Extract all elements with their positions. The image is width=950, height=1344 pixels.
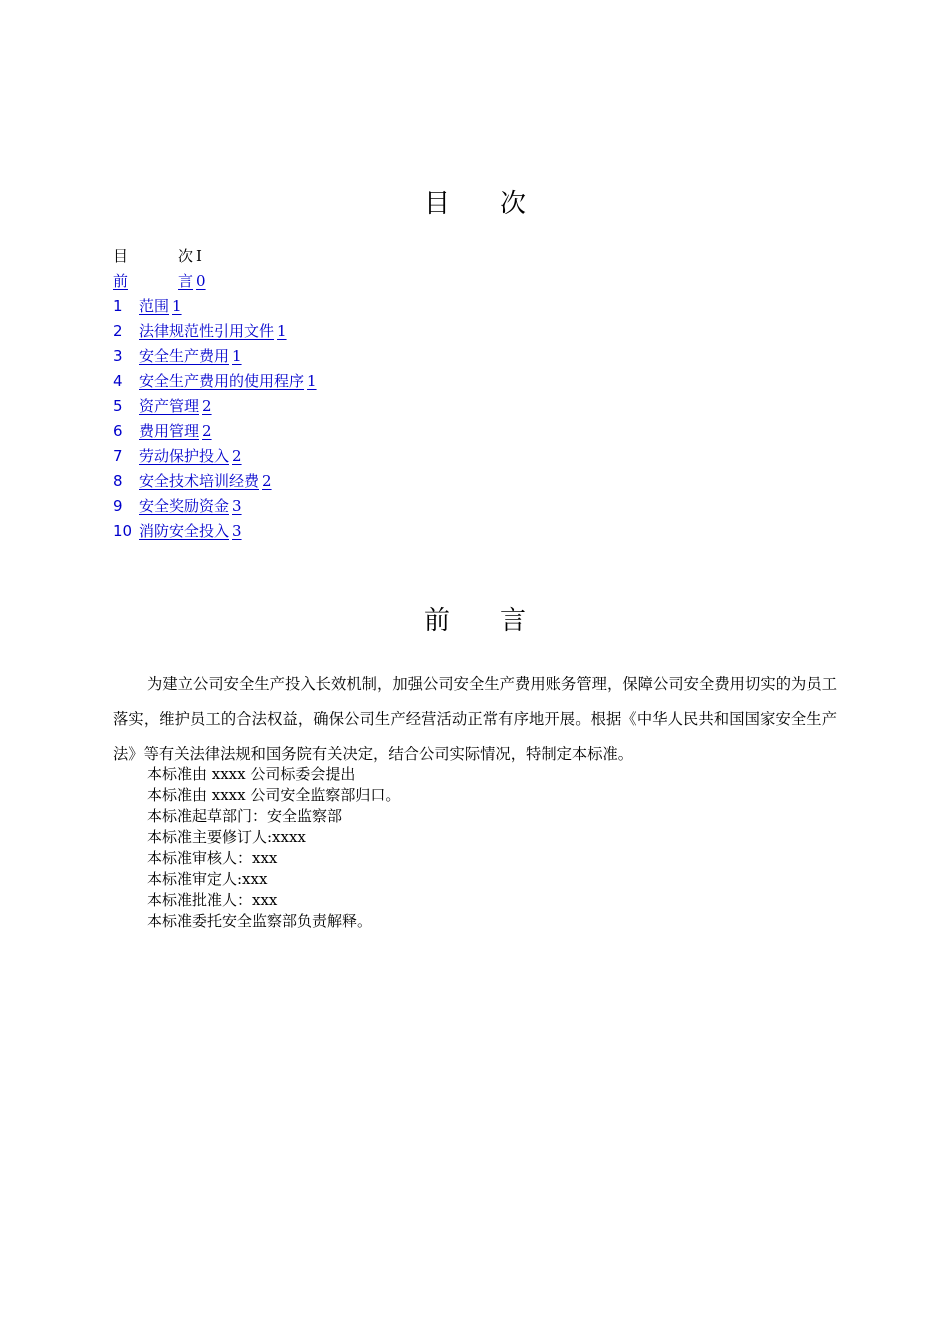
standard-info-approver-final: 本标准审定人:xxx [147, 870, 268, 888]
toc-item-number: 3 [113, 347, 123, 365]
toc-item-contents [113, 244, 317, 269]
toc-item-4[interactable] [113, 369, 317, 394]
toc-link-scope[interactable] [113, 297, 182, 315]
preface-heading [0, 600, 950, 637]
preface-heading-second: 言 [500, 606, 527, 636]
toc-item-6[interactable] [113, 419, 317, 444]
toc-link-expense-management[interactable] [113, 422, 212, 440]
toc-item-number: 9 [113, 497, 123, 515]
toc-item-label: 劳动保护投入 [139, 447, 230, 465]
toc-item-8[interactable] [113, 469, 317, 494]
toc-item-page: 1 [307, 372, 317, 390]
standard-info-reviewer: 本标准审核人：xxx [147, 849, 278, 867]
toc-item-number: 4 [113, 372, 123, 390]
preface-paragraph: 为建立公司安全生产投入长效机制，加强公司安全生产费用账务管理，保障公司安全费用切实的为员工落实，维护员工的合法权益，确保公司生产经营活动正常有序地开展。根据《中华人民共和国国家安全生产法》等有关法律法规和国务院有关决定，结合公司实际情况，特制定本标准。 [113, 675, 837, 763]
toc-item-preface[interactable] [113, 269, 317, 294]
toc-item-number: 7 [113, 447, 123, 465]
toc-item-label: 安全奖励资金 [139, 497, 230, 515]
toc-item-label: 费用管理 [139, 422, 200, 440]
toc-link-references[interactable] [113, 322, 287, 340]
toc-item-number: 5 [113, 397, 123, 415]
preface-heading-first: 前 [423, 606, 450, 636]
table-of-contents [113, 244, 317, 544]
toc-item-page: 3 [232, 522, 242, 540]
toc-heading-first: 目 [423, 189, 450, 219]
toc-item-page: 0 [196, 272, 206, 290]
standard-info-reviser: 本标准主要修订人:xxxx [147, 828, 306, 846]
toc-item-label-a: 目 [113, 247, 129, 265]
toc-item-1[interactable] [113, 294, 317, 319]
toc-item-page: 2 [232, 447, 242, 465]
toc-link-safety-costs[interactable] [113, 347, 242, 365]
toc-link-preface[interactable] [113, 272, 206, 290]
toc-item-label: 法律规范性引用文件 [139, 322, 275, 340]
toc-item-5[interactable] [113, 394, 317, 419]
standard-info-list [147, 764, 400, 932]
toc-item-page: 1 [277, 322, 287, 340]
toc-item-page: 1 [232, 347, 242, 365]
toc-heading [0, 183, 950, 220]
toc-item-page: 2 [202, 422, 212, 440]
toc-item-number: 1 [113, 297, 123, 315]
standard-info-proposer: 本标准由 xxxx 公司标委会提出 [147, 765, 356, 783]
toc-item-number: 8 [113, 472, 123, 490]
toc-item-page: 2 [262, 472, 272, 490]
toc-item-page: 1 [172, 297, 182, 315]
toc-item-label-b: 次 [178, 247, 194, 265]
standard-info-interpretation: 本标准委托安全监察部负责解释。 [147, 912, 373, 930]
toc-link-fire-safety[interactable] [113, 522, 242, 540]
toc-item-10[interactable] [113, 519, 317, 544]
toc-link-training-funds[interactable] [113, 472, 272, 490]
toc-heading-second: 次 [500, 189, 527, 219]
toc-item-9[interactable] [113, 494, 317, 519]
toc-link-reward-funds[interactable] [113, 497, 242, 515]
toc-item-label: 安全技术培训经费 [139, 472, 260, 490]
toc-item-page: I [196, 247, 202, 265]
toc-item-number: 10 [113, 522, 133, 540]
standard-info-authorizer: 本标准批准人：xxx [147, 891, 278, 909]
toc-item-3[interactable] [113, 344, 317, 369]
toc-link-labor-protection[interactable] [113, 447, 242, 465]
toc-item-number: 2 [113, 322, 123, 340]
toc-item-7[interactable] [113, 444, 317, 469]
toc-item-label-a: 前 [113, 272, 129, 290]
standard-info-drafting-dept: 本标准起草部门：安全监察部 [147, 807, 343, 825]
toc-link-usage-procedure[interactable] [113, 372, 317, 390]
toc-item-page: 2 [202, 397, 212, 415]
toc-item-number: 6 [113, 422, 123, 440]
toc-item-label: 安全生产费用 [139, 347, 230, 365]
standard-info-centralized: 本标准由 xxxx 公司安全监察部归口。 [147, 786, 401, 804]
toc-item-label-b: 言 [178, 272, 194, 290]
toc-item-label: 范围 [139, 297, 170, 315]
toc-item-label: 资产管理 [139, 397, 200, 415]
toc-item-2[interactable] [113, 319, 317, 344]
toc-link-asset-management[interactable] [113, 397, 212, 415]
toc-item-label: 安全生产费用的使用程序 [139, 372, 305, 390]
toc-item-page: 3 [232, 497, 242, 515]
toc-item-label: 消防安全投入 [139, 522, 230, 540]
